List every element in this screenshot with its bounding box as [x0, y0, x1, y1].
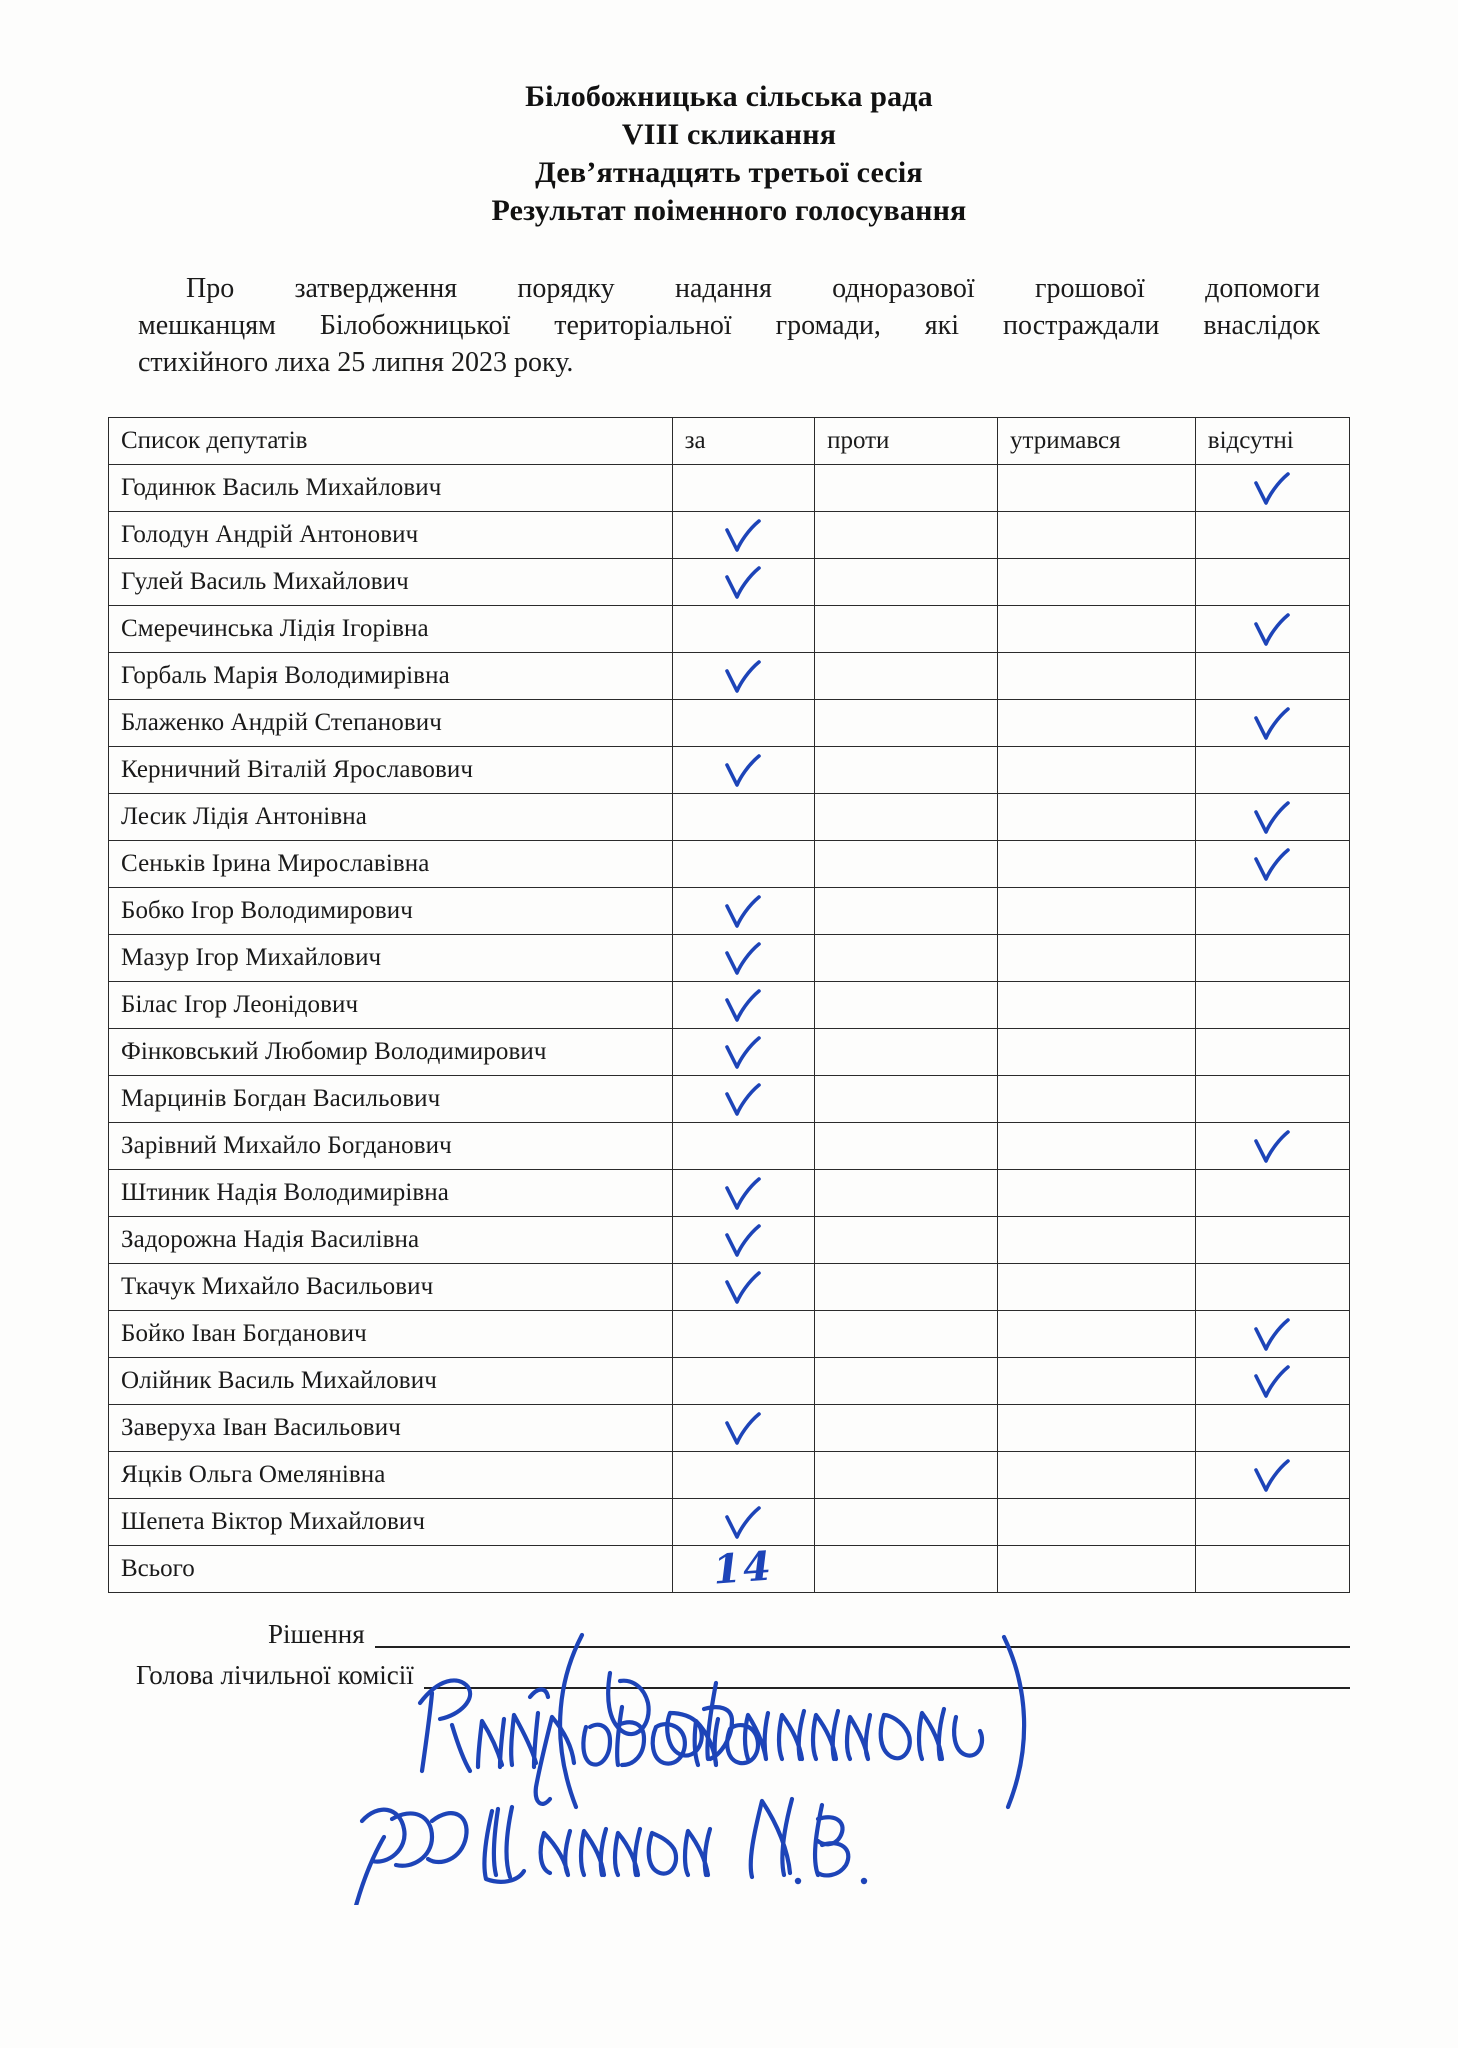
checkmark-icon: [721, 1031, 765, 1073]
deputy-name: Гулей Василь Михайлович: [109, 559, 673, 606]
checkmark-icon: [721, 655, 765, 697]
vote-table-body: [109, 465, 1350, 1593]
vote-cell-abstain[interactable]: [997, 747, 1195, 794]
deputy-name: Штиник Надія Володимирівна: [109, 1170, 673, 1217]
vote-cell-for[interactable]: [672, 841, 814, 888]
deputy-name: Ткачук Михайло Васильович: [109, 1264, 673, 1311]
vote-cell-for[interactable]: [672, 512, 814, 559]
vote-cell-against[interactable]: [815, 794, 998, 841]
table-row: [109, 1123, 1350, 1170]
vote-cell-against[interactable]: [815, 1029, 998, 1076]
vote-table: [108, 417, 1350, 1593]
vote-cell-abstain[interactable]: [997, 935, 1195, 982]
vote-cell-absent[interactable]: [1195, 1264, 1349, 1311]
vote-cell-against[interactable]: [815, 888, 998, 935]
checkmark-icon: [721, 561, 765, 603]
vote-cell-for[interactable]: [672, 1123, 814, 1170]
vote-cell-abstain[interactable]: [997, 794, 1195, 841]
vote-cell-abstain[interactable]: [997, 1123, 1195, 1170]
vote-cell-for[interactable]: [672, 1264, 814, 1311]
checkmark-icon: [721, 1501, 765, 1543]
deputy-name: Яцків Ольга Омелянівна: [109, 1452, 673, 1499]
vote-cell-abstain[interactable]: [997, 606, 1195, 653]
column-header-absent: відсутні: [1195, 418, 1349, 465]
vote-cell-abstain[interactable]: [997, 1076, 1195, 1123]
intro-paragraph: [138, 270, 1320, 381]
table-row: [109, 1264, 1350, 1311]
vote-cell-for[interactable]: [672, 794, 814, 841]
vote-cell-abstain[interactable]: [997, 653, 1195, 700]
deputy-name: Зарівний Михайло Богданович: [109, 1123, 673, 1170]
vote-cell-absent[interactable]: [1195, 653, 1349, 700]
column-header-for: за: [672, 418, 814, 465]
intro-line-3: стихійного лиха 25 липня 2023 року.: [138, 347, 574, 378]
checkmark-icon: [721, 890, 765, 932]
vote-cell-absent[interactable]: [1195, 1499, 1349, 1546]
vote-cell-absent[interactable]: [1195, 747, 1349, 794]
vote-cell-abstain[interactable]: [997, 1452, 1195, 1499]
total-for[interactable]: [672, 1542, 814, 1594]
checkmark-icon: [721, 1407, 765, 1449]
vote-cell-absent[interactable]: [1195, 512, 1349, 559]
vote-cell-absent[interactable]: [1195, 1358, 1349, 1405]
header-line-result: Результат поіменного голосування: [491, 194, 967, 227]
handwritten-total: 14: [711, 1542, 775, 1594]
vote-table-head: [109, 418, 1350, 465]
vote-cell-for[interactable]: [672, 559, 814, 606]
vote-cell-absent[interactable]: [1195, 1029, 1349, 1076]
chair-label: Голова лічильної комісії: [136, 1660, 414, 1690]
vote-cell-abstain[interactable]: [997, 512, 1195, 559]
vote-cell-for[interactable]: [672, 982, 814, 1029]
signature-block: [0, 1619, 1458, 1693]
chair-row: [108, 1660, 1350, 1693]
deputy-name: Заверуха Іван Васильович: [109, 1405, 673, 1452]
table-row: [109, 1029, 1350, 1076]
vote-cell-abstain[interactable]: [997, 1217, 1195, 1264]
vote-cell-absent[interactable]: [1195, 1170, 1349, 1217]
vote-cell-for[interactable]: [672, 888, 814, 935]
vote-cell-for[interactable]: [672, 935, 814, 982]
header-line-convocation: VIII скликання: [621, 118, 837, 151]
vote-cell-absent[interactable]: [1195, 888, 1349, 935]
column-header-abstain: утримався: [997, 418, 1195, 465]
vote-cell-against[interactable]: [815, 935, 998, 982]
decision-rule: [375, 1645, 1350, 1648]
vote-cell-absent[interactable]: [1195, 1452, 1349, 1499]
vote-cell-against[interactable]: [815, 1499, 998, 1546]
vote-cell-absent[interactable]: [1195, 1405, 1349, 1452]
total-label: Всього: [109, 1546, 673, 1593]
total-against[interactable]: [815, 1546, 998, 1593]
vote-cell-for[interactable]: [672, 1029, 814, 1076]
vote-cell-absent[interactable]: [1195, 982, 1349, 1029]
vote-cell-absent[interactable]: [1195, 794, 1349, 841]
total-abstain[interactable]: [997, 1546, 1195, 1593]
vote-cell-absent[interactable]: [1195, 559, 1349, 606]
checkmark-icon: [721, 1078, 765, 1120]
vote-cell-abstain[interactable]: [997, 465, 1195, 512]
column-header-deputies: Список депутатів: [109, 418, 673, 465]
deputy-name: Олійник Василь Михайлович: [109, 1358, 673, 1405]
vote-cell-abstain[interactable]: [997, 841, 1195, 888]
checkmark-icon: [1250, 467, 1294, 509]
vote-cell-for[interactable]: [672, 1217, 814, 1264]
vote-cell-for[interactable]: [672, 606, 814, 653]
decision-row: [108, 1619, 1350, 1652]
deputy-name: Бобко Ігор Володимирович: [109, 888, 673, 935]
vote-cell-for[interactable]: [672, 465, 814, 512]
decision-label: Рішення: [268, 1619, 365, 1649]
table-row: [109, 465, 1350, 512]
table-row: [109, 512, 1350, 559]
checkmark-icon: [721, 1219, 765, 1261]
deputy-name: Горбаль Марія Володимирівна: [109, 653, 673, 700]
checkmark-icon: [721, 514, 765, 556]
vote-cell-abstain[interactable]: [997, 1405, 1195, 1452]
vote-cell-absent[interactable]: [1195, 700, 1349, 747]
intro-line-2: мешканцям Білобожницької територіальної громади, які постраждали внаслідок: [138, 310, 1320, 341]
vote-cell-absent[interactable]: [1195, 1217, 1349, 1264]
document-header: [0, 0, 1458, 230]
vote-cell-absent[interactable]: [1195, 1311, 1349, 1358]
vote-cell-for[interactable]: [672, 1405, 814, 1452]
table-row: [109, 653, 1350, 700]
vote-cell-abstain[interactable]: [997, 1029, 1195, 1076]
deputy-name: Бойко Іван Богданович: [109, 1311, 673, 1358]
table-row: [109, 1217, 1350, 1264]
deputy-name: Смеречинська Лідія Ігорівна: [109, 606, 673, 653]
table-row: [109, 1076, 1350, 1123]
vote-cell-against[interactable]: [815, 1452, 998, 1499]
table-total-row: [109, 1546, 1350, 1593]
deputy-name: Голодун Андрій Антонович: [109, 512, 673, 559]
total-absent[interactable]: [1195, 1546, 1349, 1593]
deputy-name: Лесик Лідія Антонівна: [109, 794, 673, 841]
table-row: [109, 1452, 1350, 1499]
table-row: [109, 559, 1350, 606]
vote-cell-for[interactable]: [672, 1452, 814, 1499]
vote-cell-against[interactable]: [815, 653, 998, 700]
deputy-name: Блаженко Андрій Степанович: [109, 700, 673, 747]
table-row: [109, 982, 1350, 1029]
vote-cell-against[interactable]: [815, 512, 998, 559]
vote-cell-against[interactable]: [815, 1123, 998, 1170]
table-row: [109, 1405, 1350, 1452]
vote-cell-against[interactable]: [815, 1358, 998, 1405]
vote-cell-for[interactable]: [672, 1311, 814, 1358]
checkmark-icon: [1250, 1313, 1294, 1355]
table-row: [109, 700, 1350, 747]
deputy-name: Білас Ігор Леонідович: [109, 982, 673, 1029]
table-row: [109, 1499, 1350, 1546]
table-row: [109, 606, 1350, 653]
vote-cell-for[interactable]: [672, 653, 814, 700]
vote-cell-against[interactable]: [815, 982, 998, 1029]
vote-cell-abstain[interactable]: [997, 1358, 1195, 1405]
checkmark-icon: [1250, 1125, 1294, 1167]
vote-cell-against[interactable]: [815, 1076, 998, 1123]
vote-cell-for[interactable]: [672, 747, 814, 794]
table-row: [109, 1358, 1350, 1405]
vote-cell-against[interactable]: [815, 700, 998, 747]
table-row: [109, 794, 1350, 841]
checkmark-icon: [721, 984, 765, 1026]
table-row: [109, 1311, 1350, 1358]
vote-cell-absent[interactable]: [1195, 935, 1349, 982]
vote-cell-against[interactable]: [815, 559, 998, 606]
vote-cell-against[interactable]: [815, 1264, 998, 1311]
vote-cell-against[interactable]: [815, 1217, 998, 1264]
vote-cell-for[interactable]: [672, 1358, 814, 1405]
deputy-name: Фінковський Любомир Володимирович: [109, 1029, 673, 1076]
checkmark-icon: [721, 937, 765, 979]
vote-cell-absent[interactable]: [1195, 606, 1349, 653]
deputy-name: Керничний Віталій Ярославович: [109, 747, 673, 794]
deputy-name: Марцинів Богдан Васильович: [109, 1076, 673, 1123]
vote-cell-against[interactable]: [815, 465, 998, 512]
vote-cell-for[interactable]: [672, 1170, 814, 1217]
column-header-against: проти: [815, 418, 998, 465]
vote-cell-for[interactable]: [672, 1499, 814, 1546]
table-row: [109, 841, 1350, 888]
table-row: [109, 747, 1350, 794]
deputy-name: Годинюк Василь Михайлович: [109, 465, 673, 512]
intro-line-1: Про затвердження порядку надання одноразової грошової допомоги: [186, 273, 1320, 304]
table-header-row: [109, 418, 1350, 465]
vote-cell-abstain[interactable]: [997, 1499, 1195, 1546]
table-row: [109, 1170, 1350, 1217]
checkmark-icon: [1250, 608, 1294, 650]
vote-cell-against[interactable]: [815, 1311, 998, 1358]
header-line-session: Дев’ятнадцять третьої сесія: [535, 156, 923, 189]
vote-cell-for[interactable]: [672, 1076, 814, 1123]
checkmark-icon: [721, 1266, 765, 1308]
chair-rule: [424, 1686, 1350, 1689]
vote-cell-absent[interactable]: [1195, 1123, 1349, 1170]
header-line-council: Білобожницька сільська рада: [525, 80, 933, 113]
checkmark-icon: [1250, 1454, 1294, 1496]
deputy-name: Задорожна Надія Василівна: [109, 1217, 673, 1264]
vote-table-container: [0, 417, 1458, 1593]
vote-cell-against[interactable]: [815, 1170, 998, 1217]
vote-cell-abstain[interactable]: [997, 700, 1195, 747]
vote-cell-absent[interactable]: [1195, 465, 1349, 512]
table-row: [109, 935, 1350, 982]
vote-cell-against[interactable]: [815, 747, 998, 794]
vote-cell-against[interactable]: [815, 841, 998, 888]
vote-cell-abstain[interactable]: [997, 982, 1195, 1029]
vote-cell-against[interactable]: [815, 1405, 998, 1452]
checkmark-icon: [1250, 796, 1294, 838]
checkmark-icon: [1250, 702, 1294, 744]
vote-cell-abstain[interactable]: [997, 559, 1195, 606]
vote-cell-absent[interactable]: [1195, 1076, 1349, 1123]
vote-cell-abstain[interactable]: [997, 888, 1195, 935]
deputy-name: Мазур Ігор Михайлович: [109, 935, 673, 982]
deputy-name: Сеньків Ірина Мирославівна: [109, 841, 673, 888]
deputy-name: Шепета Віктор Михайлович: [109, 1499, 673, 1546]
vote-cell-abstain[interactable]: [997, 1311, 1195, 1358]
checkmark-icon: [721, 1172, 765, 1214]
vote-cell-abstain[interactable]: [997, 1264, 1195, 1311]
vote-cell-abstain[interactable]: [997, 1170, 1195, 1217]
vote-cell-against[interactable]: [815, 606, 998, 653]
vote-cell-for[interactable]: [672, 700, 814, 747]
checkmark-icon: [1250, 843, 1294, 885]
checkmark-icon: [1250, 1360, 1294, 1402]
table-row: [109, 888, 1350, 935]
checkmark-icon: [721, 749, 765, 791]
vote-cell-absent[interactable]: [1195, 841, 1349, 888]
